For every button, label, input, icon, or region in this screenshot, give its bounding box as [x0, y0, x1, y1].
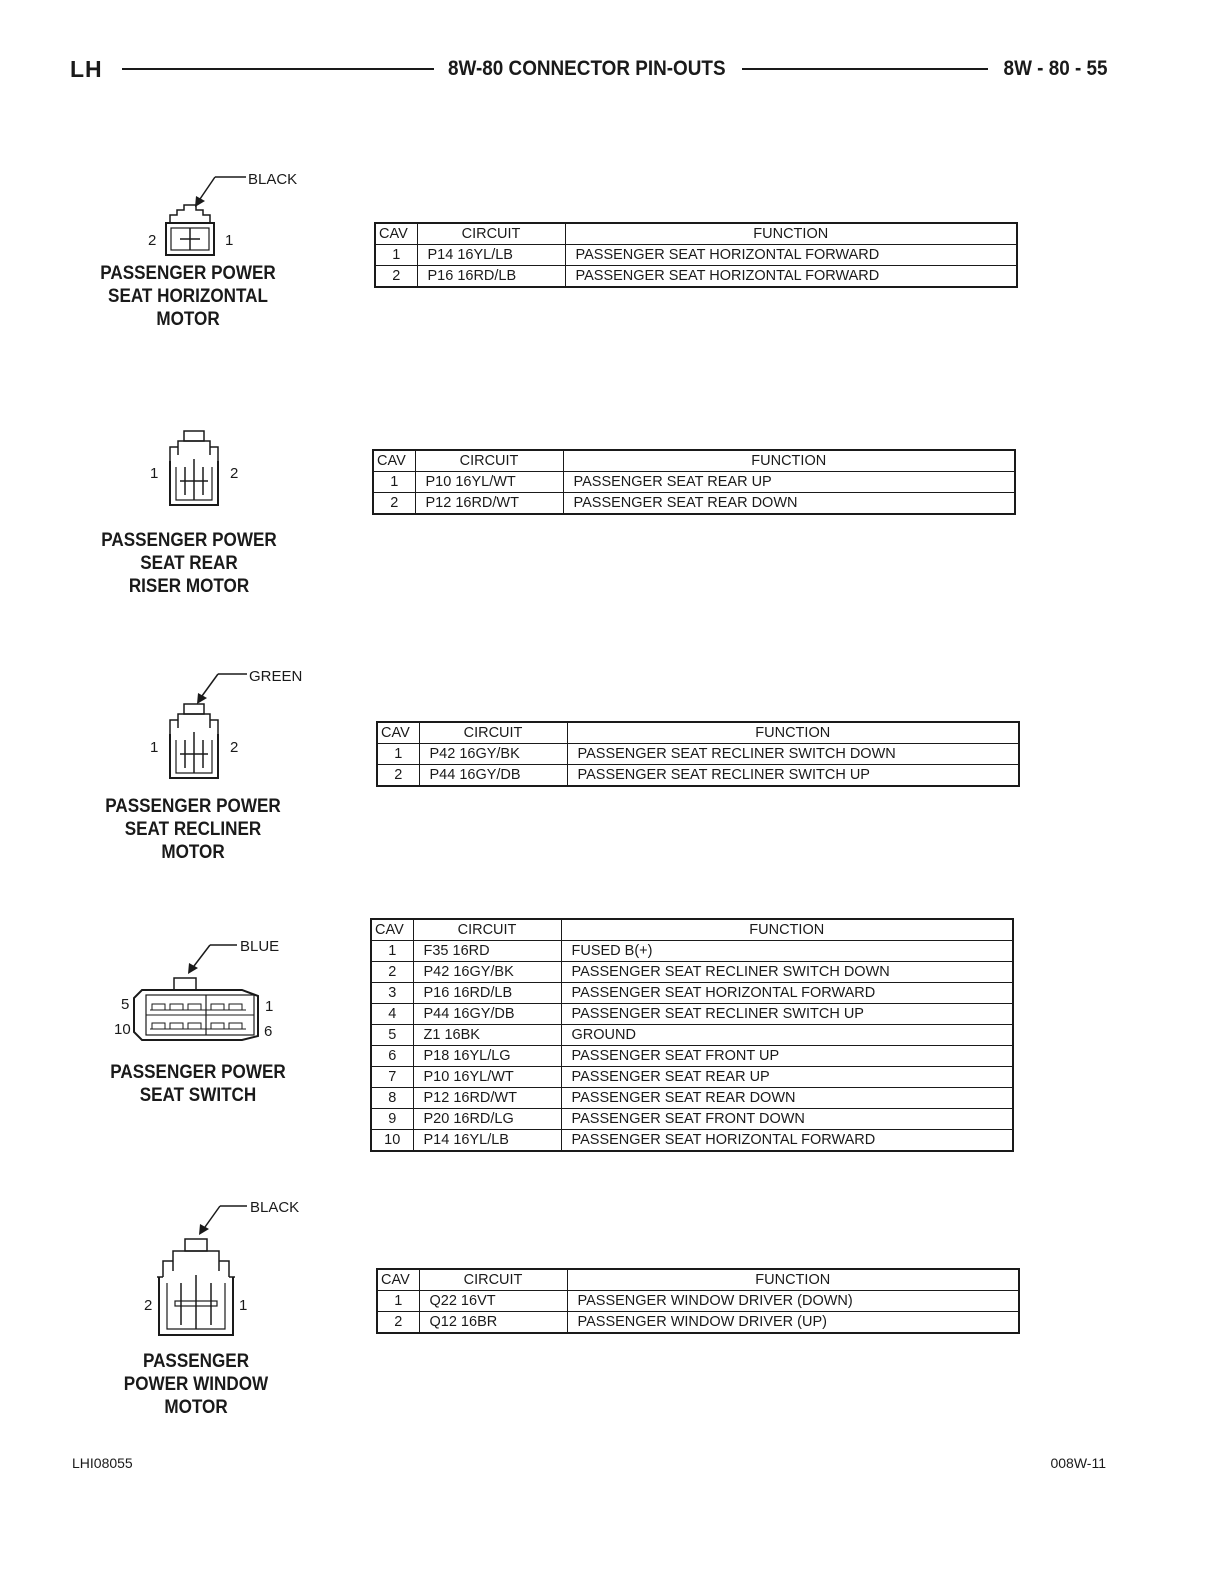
- pin-label: 2: [230, 739, 239, 756]
- pin-label: 1: [150, 465, 159, 482]
- pin-label: 2: [144, 1297, 153, 1314]
- cav-cell: 4: [371, 1004, 413, 1025]
- cav-cell: 10: [371, 1130, 413, 1152]
- connector-diagram-power-window-motor: [135, 1193, 315, 1343]
- cav-header: CAV: [377, 1269, 419, 1291]
- circuit-cell: P20 16RD/LG: [413, 1109, 561, 1130]
- cav-cell: 1: [373, 472, 415, 493]
- pin-label: 5: [121, 996, 130, 1013]
- circuit-cell: P12 16RD/WT: [413, 1088, 561, 1109]
- function-cell: PASSENGER SEAT RECLINER SWITCH UP: [561, 1004, 1013, 1025]
- table-row: [371, 962, 1013, 983]
- cav-cell: 2: [371, 962, 413, 983]
- connector-name-line: PASSENGER POWER: [100, 263, 276, 284]
- pin-label: 10: [114, 1021, 131, 1038]
- circuit-header: CIRCUIT: [419, 1269, 567, 1291]
- circuit-cell: P44 16GY/DB: [419, 765, 567, 787]
- cav-cell: 2: [377, 1312, 419, 1334]
- table-row: [371, 1067, 1013, 1088]
- circuit-cell: P10 16YL/WT: [415, 472, 563, 493]
- function-cell: PASSENGER SEAT HORIZONTAL FORWARD: [565, 245, 1017, 266]
- function-cell: PASSENGER SEAT RECLINER SWITCH DOWN: [567, 744, 1019, 765]
- page-number: 8W - 80 - 55: [1004, 57, 1108, 80]
- pin-label: 2: [230, 465, 239, 482]
- pin-label: 1: [265, 998, 274, 1015]
- cav-cell: 2: [373, 493, 415, 515]
- circuit-cell: P10 16YL/WT: [413, 1067, 561, 1088]
- pin-label: 2: [148, 232, 157, 249]
- page-header: [70, 52, 1108, 88]
- function-cell: PASSENGER SEAT HORIZONTAL FORWARD: [561, 1130, 1013, 1152]
- circuit-header: CIRCUIT: [417, 223, 565, 245]
- circuit-cell: P42 16GY/BK: [419, 744, 567, 765]
- connector-name-line: SEAT SWITCH: [139, 1085, 257, 1106]
- function-cell: PASSENGER SEAT REAR UP: [563, 472, 1015, 493]
- pin-label: 1: [150, 739, 159, 756]
- pin-label: 1: [239, 1297, 248, 1314]
- connector-name-line: POWER WINDOW: [123, 1374, 269, 1395]
- table-header-row: [377, 722, 1019, 744]
- connector-color-label: BLUE: [240, 938, 280, 955]
- header-rule-right: [742, 68, 988, 70]
- connector-name: [88, 1350, 304, 1419]
- function-cell: PASSENGER SEAT HORIZONTAL FORWARD: [561, 983, 1013, 1004]
- connector-name: [85, 795, 301, 864]
- connector-name: [90, 1061, 306, 1107]
- table-header-row: [377, 1269, 1019, 1291]
- table-row: [371, 941, 1013, 962]
- table-row: [371, 1088, 1013, 1109]
- table-row: [371, 1046, 1013, 1067]
- connector-name-line: PASSENGER POWER: [105, 796, 281, 817]
- connector-name-line: PASSENGER POWER: [110, 1062, 286, 1083]
- arrow-icon: [197, 693, 207, 704]
- cav-cell: 8: [371, 1088, 413, 1109]
- table-row: [375, 266, 1017, 288]
- connector-diagram-seat-recliner-motor: [140, 662, 310, 782]
- circuit-header: CIRCUIT: [419, 722, 567, 744]
- connector-name-line: MOTOR: [156, 309, 220, 330]
- document-code: 008W-11: [1050, 1455, 1106, 1471]
- cav-header: CAV: [375, 223, 417, 245]
- function-cell: PASSENGER SEAT HORIZONTAL FORWARD: [565, 266, 1017, 288]
- function-cell: PASSENGER SEAT RECLINER SWITCH UP: [567, 765, 1019, 787]
- table-row: [375, 245, 1017, 266]
- table-row: [373, 472, 1015, 493]
- function-cell: PASSENGER SEAT REAR DOWN: [561, 1088, 1013, 1109]
- function-cell: PASSENGER SEAT FRONT UP: [561, 1046, 1013, 1067]
- connector-name: [81, 529, 297, 598]
- table-header-row: [375, 223, 1017, 245]
- circuit-header: CIRCUIT: [415, 450, 563, 472]
- cav-cell: 1: [377, 1291, 419, 1312]
- pin-label: 1: [225, 232, 234, 249]
- cav-cell: 5: [371, 1025, 413, 1046]
- circuit-header: CIRCUIT: [413, 919, 561, 941]
- arrow-icon: [188, 963, 198, 974]
- connector-color-label: GREEN: [249, 668, 303, 685]
- cav-header: CAV: [377, 722, 419, 744]
- connector-name: [80, 262, 296, 331]
- table-row: [371, 1109, 1013, 1130]
- table-row: [371, 1130, 1013, 1152]
- function-cell: FUSED B(+): [561, 941, 1013, 962]
- connector-diagram-seat-rear-riser-motor: [140, 425, 260, 515]
- connector-name-line: PASSENGER: [142, 1351, 250, 1372]
- cav-cell: 7: [371, 1067, 413, 1088]
- function-cell: PASSENGER SEAT FRONT DOWN: [561, 1109, 1013, 1130]
- pinout-table: [376, 1268, 1020, 1334]
- table-row: [371, 1025, 1013, 1046]
- cav-cell: 6: [371, 1046, 413, 1067]
- function-cell: PASSENGER SEAT RECLINER SWITCH DOWN: [561, 962, 1013, 983]
- function-cell: PASSENGER WINDOW DRIVER (UP): [567, 1312, 1019, 1334]
- circuit-cell: Q12 16BR: [419, 1312, 567, 1334]
- cav-header: CAV: [371, 919, 413, 941]
- function-header: FUNCTION: [565, 223, 1017, 245]
- pin-label: 6: [264, 1023, 273, 1040]
- cav-header: CAV: [373, 450, 415, 472]
- cav-cell: 2: [375, 266, 417, 288]
- function-header: FUNCTION: [567, 722, 1019, 744]
- function-header: FUNCTION: [563, 450, 1015, 472]
- page-title: 8W-80 CONNECTOR PIN-OUTS: [448, 57, 726, 80]
- cav-cell: 1: [371, 941, 413, 962]
- function-cell: PASSENGER SEAT REAR DOWN: [563, 493, 1015, 515]
- table-row: [373, 493, 1015, 515]
- section-code: LH: [70, 56, 103, 82]
- connector-name-line: PASSENGER POWER: [101, 530, 277, 551]
- function-cell: PASSENGER SEAT REAR UP: [561, 1067, 1013, 1088]
- cav-cell: 1: [375, 245, 417, 266]
- pinout-table: [370, 918, 1014, 1152]
- circuit-cell: P18 16YL/LG: [413, 1046, 561, 1067]
- table-row: [371, 983, 1013, 1004]
- circuit-cell: P16 16RD/LB: [413, 983, 561, 1004]
- header-rule-left: [122, 68, 434, 70]
- connector-color-label: BLACK: [248, 171, 298, 188]
- function-header: FUNCTION: [567, 1269, 1019, 1291]
- pinout-table: [376, 721, 1020, 787]
- circuit-cell: P12 16RD/WT: [415, 493, 563, 515]
- circuit-cell: P14 16YL/LB: [413, 1130, 561, 1152]
- arrow-icon: [199, 1224, 209, 1235]
- function-header: FUNCTION: [561, 919, 1013, 941]
- circuit-cell: F35 16RD: [413, 941, 561, 962]
- figure-id: LHI08055: [72, 1455, 133, 1471]
- table-row: [377, 1312, 1019, 1334]
- circuit-cell: P16 16RD/LB: [417, 266, 565, 288]
- connector-name-line: SEAT HORIZONTAL: [108, 286, 268, 307]
- table-row: [377, 744, 1019, 765]
- table-row: [371, 1004, 1013, 1025]
- connector-name-line: SEAT RECLINER: [124, 819, 262, 840]
- connector-diagram-seat-switch: [110, 932, 300, 1047]
- cav-cell: 1: [377, 744, 419, 765]
- connector-color-label: BLACK: [250, 1199, 300, 1216]
- pinout-table: [372, 449, 1016, 515]
- table-header-row: [373, 450, 1015, 472]
- function-cell: PASSENGER WINDOW DRIVER (DOWN): [567, 1291, 1019, 1312]
- cav-cell: 9: [371, 1109, 413, 1130]
- circuit-cell: P44 16GY/DB: [413, 1004, 561, 1025]
- table-header-row: [371, 919, 1013, 941]
- circuit-cell: Q22 16VT: [419, 1291, 567, 1312]
- connector-name-line: SEAT REAR: [140, 553, 238, 574]
- cav-cell: 2: [377, 765, 419, 787]
- pinout-table: [374, 222, 1018, 288]
- table-row: [377, 765, 1019, 787]
- table-row: [377, 1291, 1019, 1312]
- connector-name-line: RISER MOTOR: [128, 576, 250, 597]
- connector-name-line: MOTOR: [161, 842, 225, 863]
- connector-name-line: MOTOR: [164, 1397, 228, 1418]
- connector-diagram-seat-horizontal-motor: [140, 165, 310, 265]
- function-cell: GROUND: [561, 1025, 1013, 1046]
- circuit-cell: P42 16GY/BK: [413, 962, 561, 983]
- circuit-cell: Z1 16BK: [413, 1025, 561, 1046]
- circuit-cell: P14 16YL/LB: [417, 245, 565, 266]
- cav-cell: 3: [371, 983, 413, 1004]
